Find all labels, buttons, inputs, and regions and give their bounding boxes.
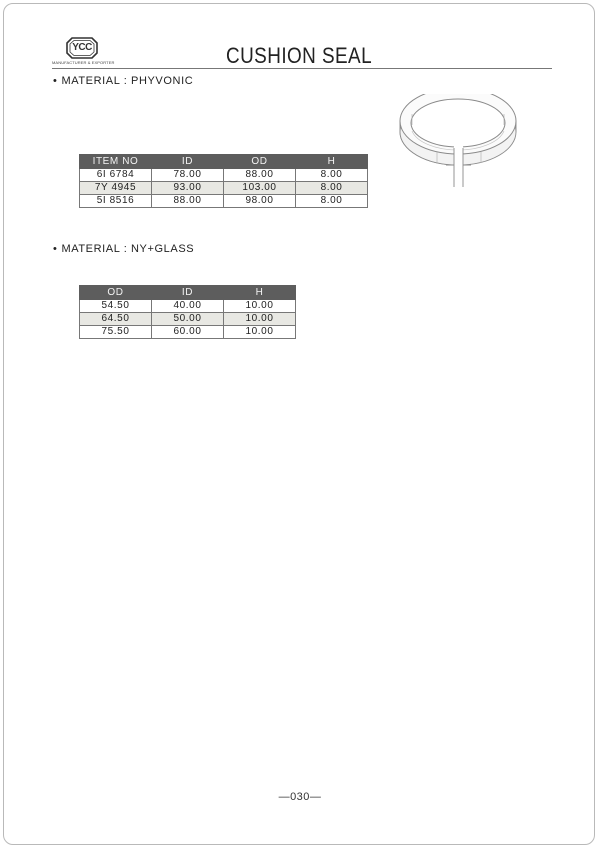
page-number: —030— [278, 791, 322, 803]
cell-id: 50.00 [152, 313, 224, 326]
cell-od: 54.50 [80, 300, 152, 313]
column-header-item-no: ITEM NO [80, 155, 152, 169]
cell-id: 78.00 [152, 169, 224, 182]
cell-h: 8.00 [296, 169, 368, 182]
cell-item-no: 5I 8516 [80, 195, 152, 208]
company-logo [52, 37, 122, 67]
ny-glass-spec-table [79, 285, 296, 339]
cell-id: 40.00 [152, 300, 224, 313]
cell-od: 98.00 [224, 195, 296, 208]
cell-id: 88.00 [152, 195, 224, 208]
split-cushion-seal-ring-icon [388, 94, 528, 194]
material-label: MATERIAL [61, 243, 121, 255]
cell-od: 103.00 [224, 182, 296, 195]
table-header-row [80, 155, 368, 169]
column-header-od: OD [224, 155, 296, 169]
cell-h: 8.00 [296, 195, 368, 208]
material-value: PHYVONIC [131, 75, 194, 87]
bullet-icon: • [53, 75, 58, 87]
cell-h: 10.00 [224, 313, 296, 326]
logo-brand-text: YCC [72, 42, 92, 53]
material-label: MATERIAL [61, 75, 121, 87]
cell-item-no: 7Y 4945 [80, 182, 152, 195]
column-header-h: H [224, 286, 296, 300]
material-value: NY+GLASS [131, 243, 195, 255]
cell-item-no: 6I 6784 [80, 169, 152, 182]
table-row [80, 182, 368, 195]
table-row [80, 195, 368, 208]
table-row [80, 169, 368, 182]
cell-id: 60.00 [152, 326, 224, 339]
header-divider [52, 68, 552, 69]
page-title: CUSHION SEAL [226, 43, 373, 68]
column-header-id: ID [152, 155, 224, 169]
column-header-h: H [296, 155, 368, 169]
logo-tagline: MANUFACTURER & EXPORTER [52, 60, 115, 65]
table-row [80, 326, 296, 339]
bullet-icon: • [53, 243, 58, 255]
material-heading-1: • MATERIAL : PHYVONIC [53, 75, 194, 87]
cell-h: 10.00 [224, 326, 296, 339]
column-header-od: OD [80, 286, 152, 300]
cell-id: 93.00 [152, 182, 224, 195]
cell-h: 8.00 [296, 182, 368, 195]
table-row [80, 300, 296, 313]
cell-od: 88.00 [224, 169, 296, 182]
table-row [80, 313, 296, 326]
column-header-id: ID [152, 286, 224, 300]
page-number-value: 030 [290, 791, 310, 803]
phyvonic-spec-table [79, 154, 368, 208]
cell-h: 10.00 [224, 300, 296, 313]
cell-od: 75.50 [80, 326, 152, 339]
material-heading-2: • MATERIAL : NY+GLASS [53, 243, 195, 255]
table-header-row [80, 286, 296, 300]
cell-od: 64.50 [80, 313, 152, 326]
